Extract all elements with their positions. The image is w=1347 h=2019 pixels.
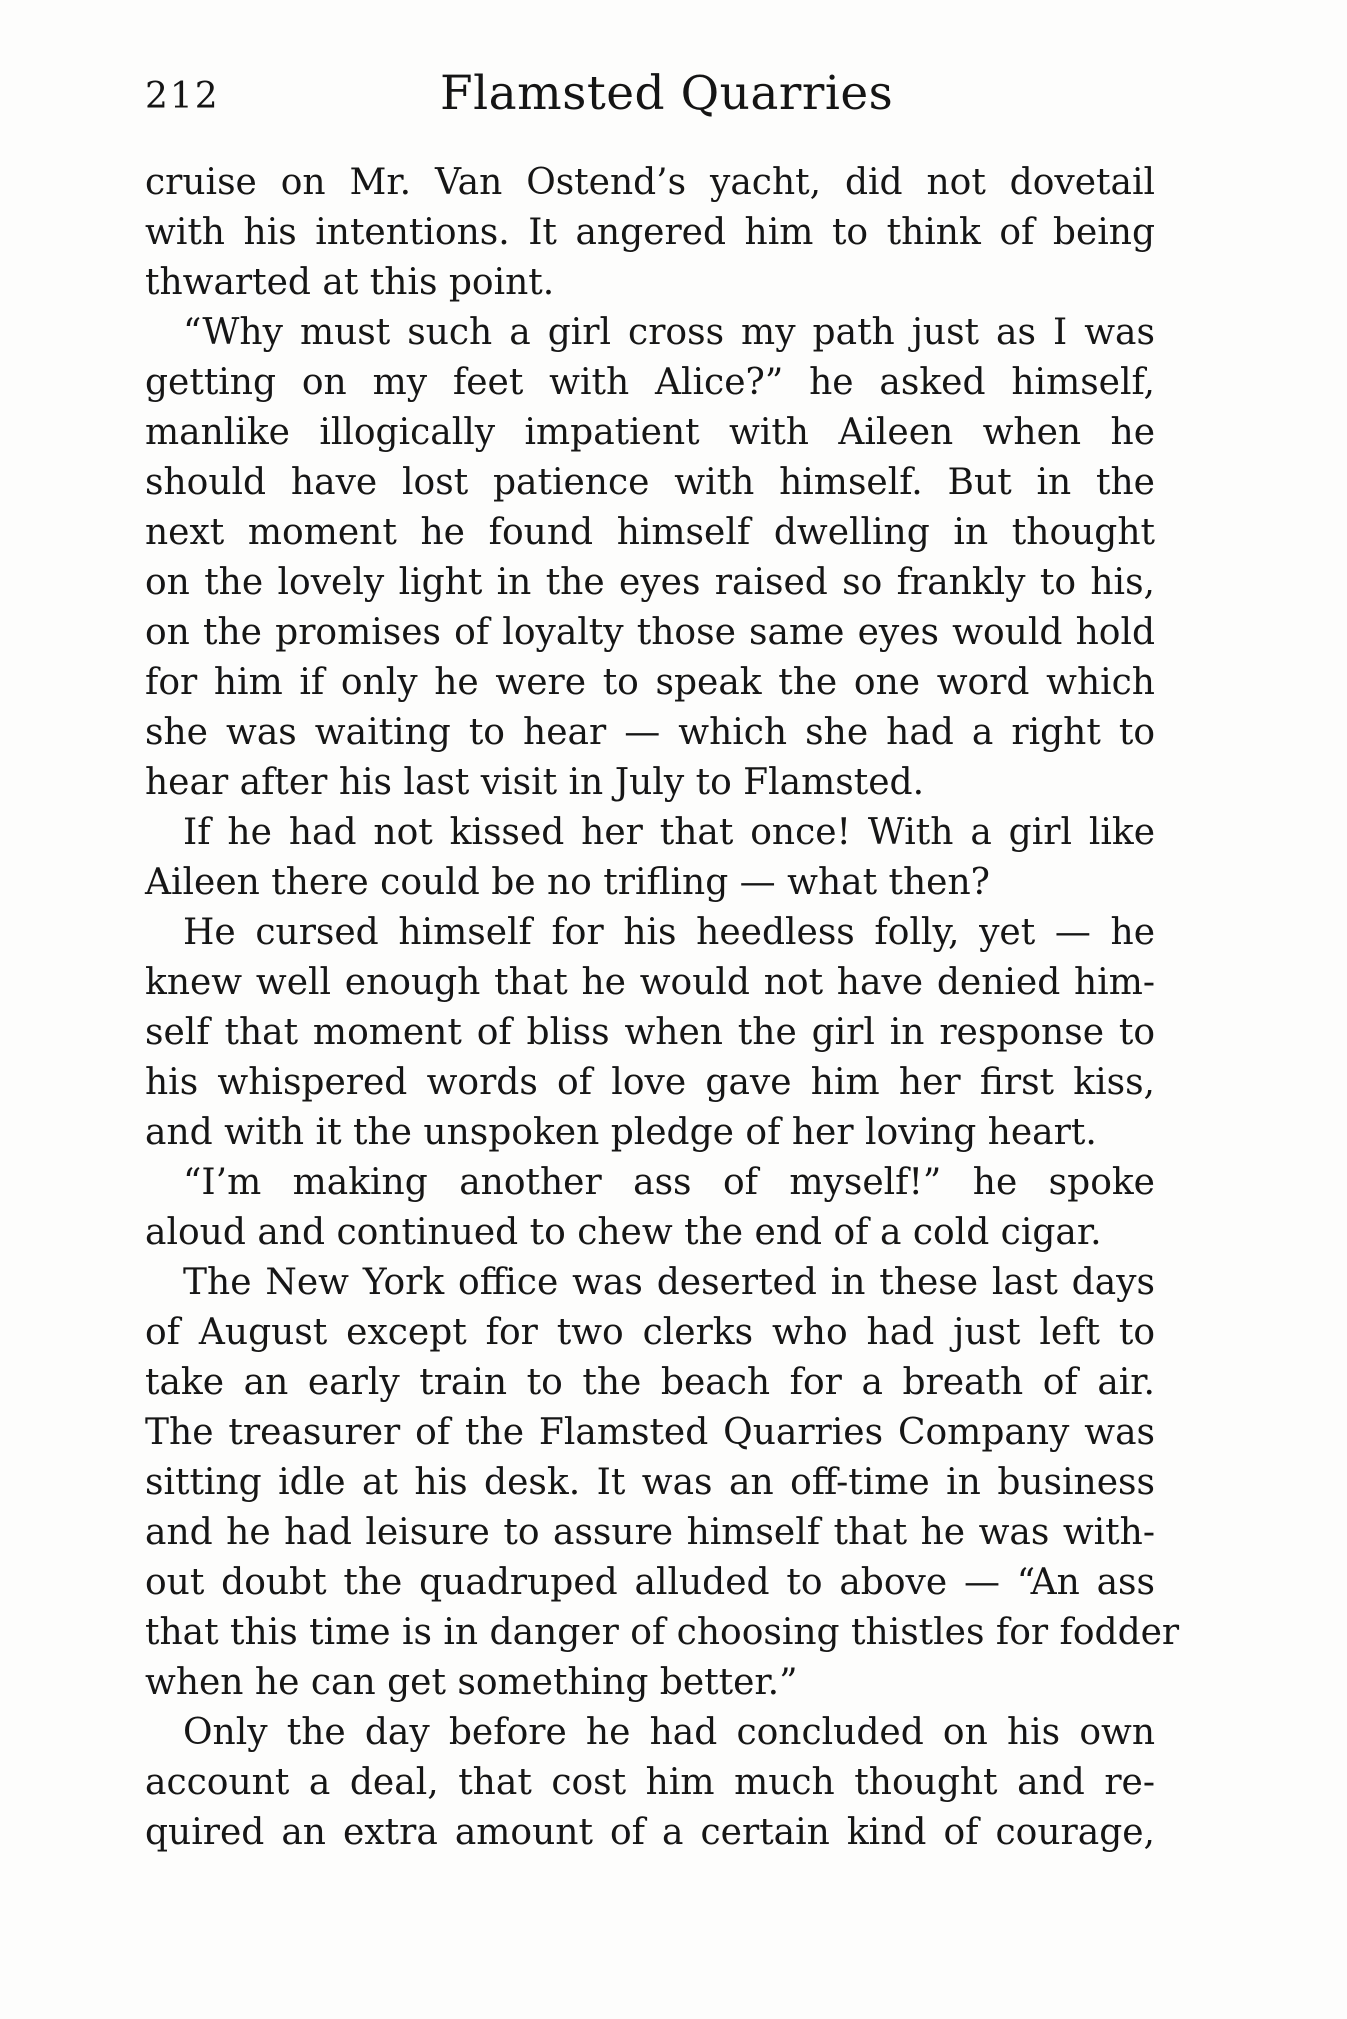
running-title: Flamsted Quarries [440,66,894,121]
text-line: aloud and continued to chew the end of a cold cigar. [145,1212,1102,1253]
page-header [145,66,1145,136]
text-line: Only the day before he had concluded on his own [183,1712,1155,1753]
text-line: next moment he found himself dwelling in thought [145,512,1155,553]
text-line: on the promises of loyalty those same eyes would hold [145,612,1155,653]
text-line: take an early train to the beach for a breath of air. [145,1362,1155,1403]
text-line: and with it the unspoken pledge of her loving heart. [145,1112,1097,1153]
text-line: with his intentions. It angered him to think of being [145,212,1155,253]
text-line: knew well enough that he would not have denied him- [145,962,1155,1003]
text-line: and he had leisure to assure himself that he was with- [145,1512,1155,1553]
text-line: quired an extra amount of a certain kind of courage, [145,1812,1155,1853]
text-line: sitting idle at his desk. It was an off-time in business [145,1462,1155,1503]
text-line: account a deal, that cost him much thought and re- [145,1762,1155,1803]
text-line: that this time is in danger of choosing thistles for fodder [145,1612,1180,1653]
text-line: thwarted at this point. [145,262,555,303]
text-line: manlike illogically impatient with Aileen when he [145,412,1155,453]
text-line: getting on my feet with Alice?” he asked himself, [145,362,1155,403]
text-line: If he had not kissed her that once! With a girl like [183,812,1155,853]
text-line: should have lost patience with himself. But in the [145,462,1155,503]
text-line: “Why must such a girl cross my path just as I was [183,312,1155,353]
text-line: out doubt the quadruped alluded to above — “An ass [145,1562,1155,1603]
text-line: Aileen there could be no trifling — what then? [145,862,990,903]
text-line: “I’m making another ass of myself!” he spoke [183,1162,1155,1203]
text-line: He cursed himself for his heedless folly, yet — he [183,912,1155,953]
text-line: she was waiting to hear — which she had a right to [145,712,1155,753]
text-line: for him if only he were to speak the one word which [145,662,1155,703]
text-line: hear after his last visit in July to Flamsted. [145,762,925,803]
text-line: The treasurer of the Flamsted Quarries Company was [145,1412,1155,1453]
text-line: his whispered words of love gave him her first kiss, [145,1062,1155,1103]
text-line: The New York office was deserted in these last days [183,1262,1155,1303]
text-line: cruise on Mr. Van Ostend’s yacht, did not dovetail [145,162,1155,203]
text-line: on the lovely light in the eyes raised so frankly to his, [145,562,1155,603]
text-line: of August except for two clerks who had just left to [145,1312,1155,1353]
body-text [145,158,1180,1858]
text-line: when he can get something better.” [145,1662,798,1703]
page-number: 212 [145,76,220,117]
text-line: self that moment of bliss when the girl in response to [145,1012,1155,1053]
